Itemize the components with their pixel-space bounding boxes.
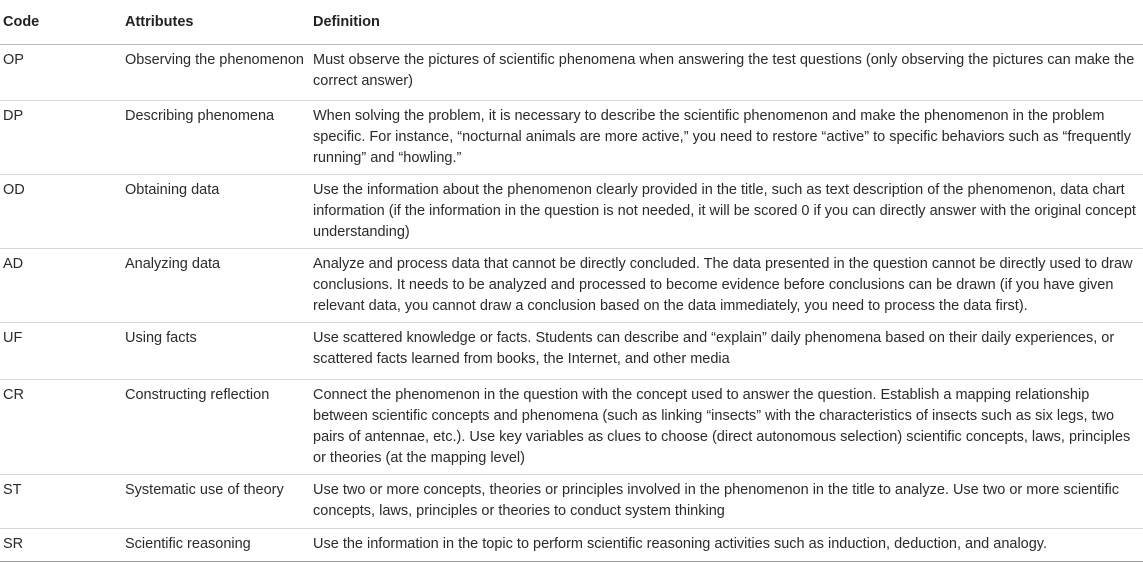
row-code: OP bbox=[0, 45, 122, 101]
row-attribute: Obtaining data bbox=[122, 175, 310, 249]
row-attribute: Observing the phenomenon bbox=[122, 45, 310, 101]
header-code: Code bbox=[0, 0, 122, 45]
row-definition: When solving the problem, it is necessary to describe the scientific phenomenon and make the phenomenon in the problem specific. For instance, “nocturnal animals are more active,” you need to restore “active” to specific behaviors such as “frequently running” and “howling.” bbox=[310, 101, 1143, 175]
row-attribute: Systematic use of theory bbox=[122, 475, 310, 529]
row-attribute: Describing phenomena bbox=[122, 101, 310, 175]
table-row bbox=[0, 323, 1143, 380]
row-attribute: Analyzing data bbox=[122, 249, 310, 323]
header-definition: Definition bbox=[310, 0, 1143, 45]
row-definition: Must observe the pictures of scientific phenomena when answering the test questions (only observing the pictures can make the correct answer) bbox=[310, 45, 1143, 101]
table-row bbox=[0, 475, 1143, 529]
row-definition: Use the information in the topic to perform scientific reasoning activities such as induction, deduction, and analogy. bbox=[310, 529, 1143, 562]
row-code: AD bbox=[0, 249, 122, 323]
row-code: ST bbox=[0, 475, 122, 529]
row-code: UF bbox=[0, 323, 122, 380]
row-attribute: Using facts bbox=[122, 323, 310, 380]
table-row bbox=[0, 249, 1143, 323]
row-code: DP bbox=[0, 101, 122, 175]
table-row bbox=[0, 101, 1143, 175]
row-definition: Use two or more concepts, theories or principles involved in the phenomenon in the title to analyze. Use two or more scientific concepts, laws, principles or theories to conduct system thinking bbox=[310, 475, 1143, 529]
row-definition: Use the information about the phenomenon clearly provided in the title, such as text description of the phenomenon, data chart information (if the information in the question is not needed, it will be scored 0 if you can directly answer with the original concept understanding) bbox=[310, 175, 1143, 249]
table-row bbox=[0, 175, 1143, 249]
row-definition: Connect the phenomenon in the question with the concept used to answer the question. Establish a mapping relationship between scientific concepts and phenomena (such as linking “insects” with the characteristics of insects such as six legs, two pairs of antennae, etc.). Use key variables as clues to choose (direct autonomous selection) scientific concepts, laws, principles or theories (at the mapping level) bbox=[310, 380, 1143, 475]
table-row bbox=[0, 380, 1143, 475]
header-attributes: Attributes bbox=[122, 0, 310, 45]
row-code: CR bbox=[0, 380, 122, 475]
row-code: SR bbox=[0, 529, 122, 562]
row-code: OD bbox=[0, 175, 122, 249]
row-attribute: Scientific reasoning bbox=[122, 529, 310, 562]
header-row bbox=[0, 0, 1143, 45]
row-definition: Use scattered knowledge or facts. Students can describe and “explain” daily phenomena based on their daily experiences, or scattered facts learned from books, the Internet, and other media bbox=[310, 323, 1143, 380]
row-attribute: Constructing reflection bbox=[122, 380, 310, 475]
table-row bbox=[0, 529, 1143, 562]
row-definition: Analyze and process data that cannot be directly concluded. The data presented in the question cannot be directly used to draw conclusions. It needs to be analyzed and processed to become evidence before conclusions can be drawn (if you have given relevant data, you cannot draw a conclusion based on the data immediately, you need to process the data first). bbox=[310, 249, 1143, 323]
table-row bbox=[0, 45, 1143, 101]
